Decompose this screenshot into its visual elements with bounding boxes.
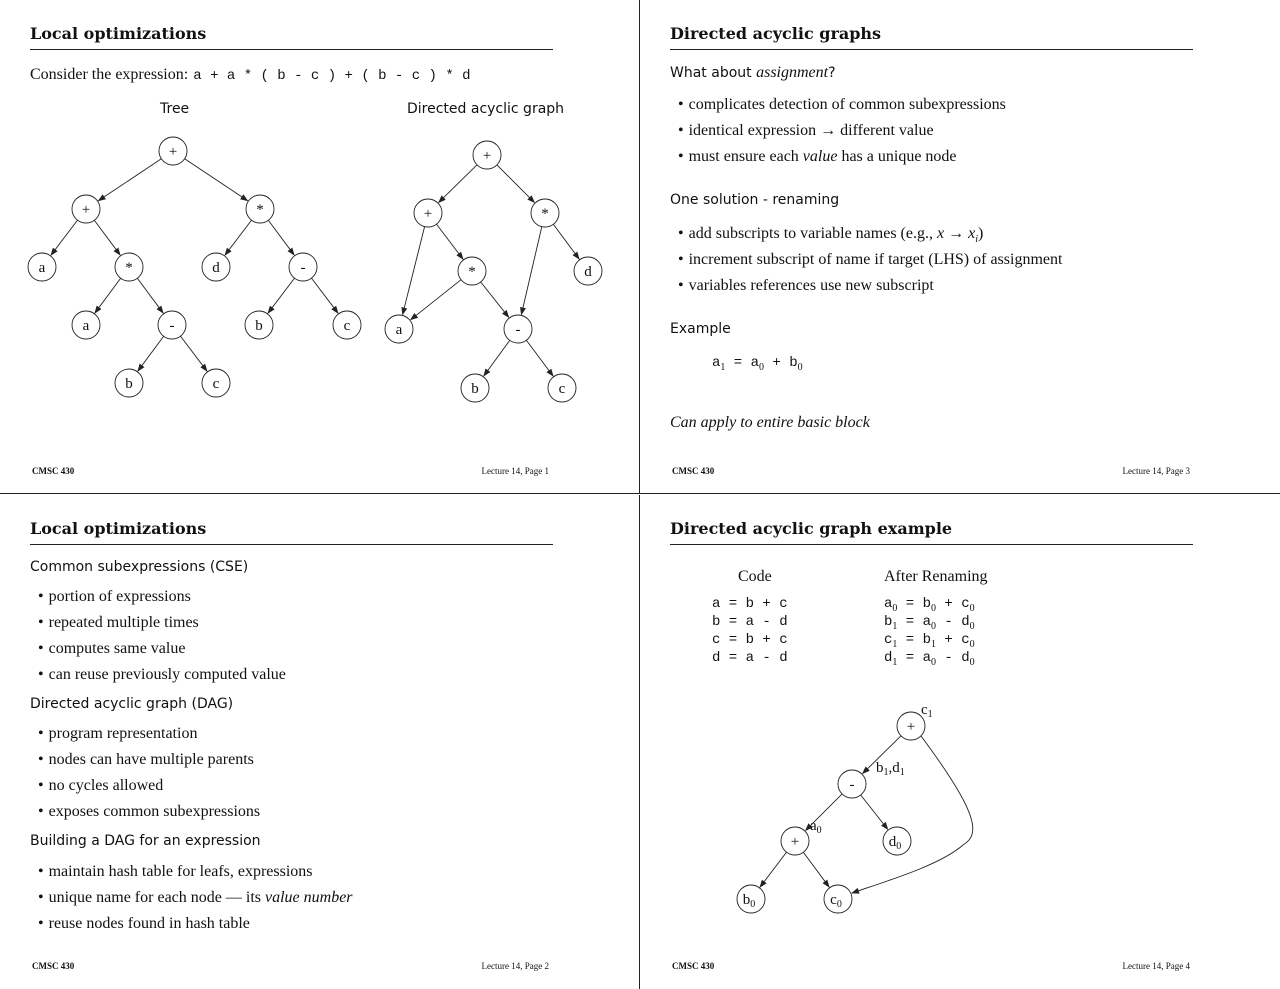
footer-page: Lecture 14, Page 3 [1122,466,1190,476]
footer-course: CMSC 430 [672,466,715,476]
dag-example-node [737,885,765,913]
graph-edge [497,165,534,202]
dag-node [531,199,559,227]
footer-page: Lecture 14, Page 2 [481,961,549,971]
dag-heading: Directed acyclic graph (DAG) [30,696,234,712]
list-item: • no cycles allowed [38,773,260,799]
tree-label: Tree [160,101,190,117]
slide-page-2 [0,495,640,989]
svg-text:a: a [38,260,46,276]
svg-text:d: d [212,260,220,276]
slide-title: Local optimizations [30,519,553,545]
node-annotation: $c_1$ [921,702,933,720]
svg-text:*: * [256,202,264,218]
slide-page-1 [0,0,640,494]
dag-example-node [883,827,911,855]
dag-node [574,257,602,285]
list-item: • must ensure each value has a unique node [678,144,1006,170]
graph-edge [553,224,579,259]
dag-example-node [838,770,866,798]
cse-bullets [38,584,286,688]
graph-edge [94,220,120,255]
list-item: • nodes can have multiple parents [38,747,260,773]
renamed-code-line: $a_0 = b_0 + c_0$ [884,596,975,614]
dag-node [461,374,489,402]
code-line: d = a - d [712,650,788,666]
renamed-code-line: $c_1 = b_1 + c_0$ [884,632,975,650]
svg-text:c0: $c_0$ [830,892,842,910]
graph-edge [137,278,163,313]
list-item: • variables references use new subscript [678,273,1062,299]
graph-edge [803,852,829,887]
svg-text:+: + [168,144,178,160]
code-line: a = b + c [712,596,788,612]
building-dag-heading: Building a DAG for an expression [30,833,261,849]
slide-page-4 [640,495,1280,989]
dag-node [473,141,501,169]
svg-text:b0: $b_0$ [742,892,756,910]
tree-node [28,253,56,281]
tree-node [289,253,317,281]
svg-text:d0: $d_0$ [888,834,902,852]
tree-node [245,311,273,339]
svg-text:+: + [423,206,433,222]
graph-edge [225,220,251,255]
footer-course: CMSC 430 [32,961,75,971]
dag-bullets [38,721,260,825]
svg-text:-: - [169,318,175,334]
graph-edge [268,220,294,255]
svg-text:*: * [541,206,549,222]
renaming-bullets [678,221,1062,299]
list-item: • computes same value [38,636,286,662]
code-line: c = b + c [712,632,788,648]
node-annotation: $b_1,d_1$ [876,760,905,778]
example-code: $a_1 = a_0 + b_0$ [712,355,803,373]
graph-edge [849,736,973,893]
graph-edge [484,340,510,376]
assignment-question [670,64,836,82]
list-item: • maintain hash table for leafs, expressions [38,859,353,885]
cse-heading: Common subexpressions (CSE) [30,559,249,575]
tree-node [72,311,100,339]
svg-text:+: + [81,202,91,218]
slide-page-3 [640,0,1280,494]
graph-edge [403,227,425,315]
footer-course: CMSC 430 [672,961,715,971]
code-header: Code [738,568,772,585]
question-suffix: ? [828,65,836,81]
footer-page: Lecture 14, Page 1 [481,466,549,476]
tree-node [333,311,361,339]
graph-edge [521,227,541,315]
example-heading: Example [670,321,731,337]
list-item: • identical expression → different value [678,118,1006,144]
list-item: • reuse nodes found in hash table [38,911,353,937]
dag-node [458,257,486,285]
tree-and-dag-diagram [0,0,640,494]
graph-edge [138,336,164,371]
list-item: • can reuse previously computed value [38,662,286,688]
dag-example-node [824,885,852,913]
expression-code: a + a * ( b - c ) + ( b - c ) * d [193,68,471,84]
assignment-bullets [678,92,1006,170]
graph-edge [411,280,461,320]
graph-edge [481,282,509,317]
tree-node [246,195,274,223]
graph-edge [436,224,462,259]
svg-text:c: c [343,318,351,334]
slide-title: Directed acyclic graph example [670,519,1193,545]
graph-edge [439,165,477,203]
tree-node [72,195,100,223]
dag-node [385,315,413,343]
svg-text:a: a [395,322,403,338]
svg-text:+: + [906,719,916,735]
dag-node [414,199,442,227]
graph-edge [98,159,161,201]
graph-edge [760,852,786,887]
renamed-code-line: $d_1 = a_0 - d_0$ [884,650,975,668]
code-line: b = a - d [712,614,788,630]
svg-text:-: - [515,322,521,338]
tree-node [202,253,230,281]
dag-node [504,315,532,343]
graph-edge [311,278,337,313]
graph-edge [95,278,121,313]
tree-node [159,137,187,165]
graph-edge [268,278,294,313]
slide-title: Directed acyclic graphs [670,24,1193,50]
question-italic: assignment [756,64,829,81]
svg-text:-: - [300,260,306,276]
footer-page: Lecture 14, Page 4 [1122,961,1190,971]
svg-text:b: b [255,318,263,334]
tree-node [115,253,143,281]
tree-node [158,311,186,339]
list-item: • program representation [38,721,260,747]
svg-text:-: - [849,777,855,793]
building-dag-bullets [38,859,353,937]
list-item: • increment subscript of name if target (LHS) of assignment [678,247,1062,273]
tree-node [115,369,143,397]
dag-node [548,374,576,402]
list-item: • exposes common subexpressions [38,799,260,825]
footer-course: CMSC 430 [32,466,75,476]
svg-text:b: b [471,381,479,397]
dag-example-node [781,827,809,855]
slide-title: Local optimizations [30,24,553,50]
question-prefix: What about [670,65,752,81]
svg-text:b: b [125,376,133,392]
closing-note: Can apply to entire basic block [670,414,870,431]
dag-example-diagram [640,495,1280,989]
graph-edge [526,340,553,376]
list-item: • repeated multiple times [38,610,286,636]
graph-edge [51,220,77,255]
graph-edge [861,795,888,829]
dag-label: Directed acyclic graph [407,101,565,117]
svg-text:c: c [558,381,566,397]
list-item: • add subscripts to variable names (e.g., $x \to x_i$) [678,221,1062,247]
consider-label: Consider the expression: [30,66,189,83]
svg-text:c: c [212,376,220,392]
svg-text:+: + [482,148,492,164]
svg-text:a: a [82,318,90,334]
svg-text:*: * [125,260,133,276]
solution-heading: One solution - renaming [670,192,840,208]
list-item: • complicates detection of common subexpressions [678,92,1006,118]
node-annotation: $a_0$ [810,818,822,836]
svg-text:+: + [790,834,800,850]
graph-edge [185,159,248,201]
svg-text:*: * [468,264,476,280]
list-item: • unique name for each node — its value number [38,885,353,911]
tree-node [202,369,230,397]
graph-edge [180,336,206,371]
renamed-header: After Renaming [884,568,988,585]
renamed-code-line: $b_1 = a_0 - d_0$ [884,614,975,632]
list-item: • portion of expressions [38,584,286,610]
svg-text:d: d [584,264,592,280]
